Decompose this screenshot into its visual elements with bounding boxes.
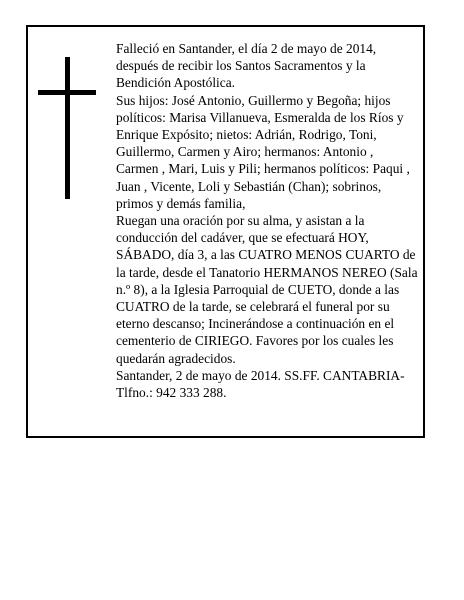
death-announcement: Falleció en Santander, el día 2 de mayo de 2014, después de recibir los Santos Sacramentos y la Bendición Apostólica. (116, 41, 377, 91)
cross-horizontal-bar (38, 90, 96, 95)
cross-icon (38, 57, 96, 199)
obituary-notice (26, 25, 425, 438)
family-list: Sus hijos: José Antonio, Guillermo y Begoña; hijos políticos: Marisa Villanueva, Esmeralda de los Ríos y Enrique Expósito; nietos: Adrián, Rodrigo, Toni, Guillermo, Carmen y Airo; hermanos: Antonio , Carmen , Mari, Luis y Pili; hermanos políticos: Paqui , Juan , Vicente, Loli y Sebastián (Chan); sobrinos, primos y demás familia, (116, 92, 410, 211)
cross-vertical-bar (65, 57, 70, 199)
funeral-details: Ruegan una oración por su alma, y asistan a la conducción del cadáver, que se efectuará HOY, SÁBADO, día 3, a las CUATRO MENOS CUARTO de la tarde, desde el Tanatorio HERMANOS NEREO (Sala n.º 8), a la Iglesia Parroquial de CUETO, donde a las CUATRO de la tarde, se celebrará el funeral por su eterno descanso; Incinerándose a continuación en el cementerio de CIRIEGO. Favores por los cuales les quedarán agradecidos. (116, 213, 418, 366)
notice-text-block (116, 40, 418, 401)
notice-signature: Santander, 2 de mayo de 2014. SS.FF. CANTABRIA-Tlfno.: 942 333 288. (116, 367, 405, 401)
